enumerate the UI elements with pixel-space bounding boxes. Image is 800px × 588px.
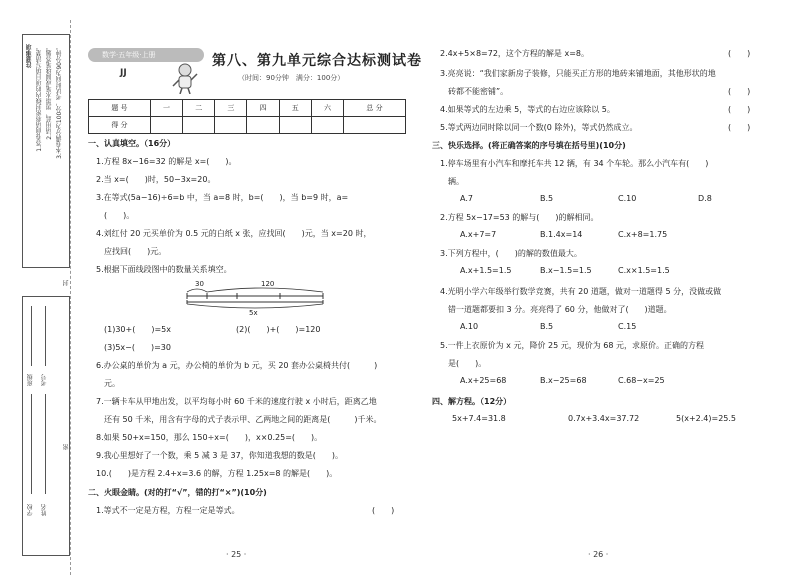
equation-3: 5(x+2.4)=25.5	[676, 414, 737, 423]
segment-label-a: 30	[195, 280, 204, 288]
score-input[interactable]	[247, 117, 279, 134]
binding-strip	[22, 34, 70, 554]
field-school-line[interactable]	[31, 394, 32, 494]
note-3: 3.本卷满分为100分，考试时间为90分钟。	[56, 44, 63, 159]
fill-q10: 10.( )是方程 2.4+x=3.6 的解，方程 1.25x=8 的解是( )。	[96, 469, 338, 478]
judge-q1: 1.等式不一定是方程，方程一定是等式。	[96, 506, 240, 515]
notes-title: 注意事项	[26, 44, 33, 68]
fill-q5-2: (2)( )+( )=120	[236, 325, 321, 334]
choice-q1-option[interactable]: A.7	[460, 194, 473, 203]
fill-q4: 4.刘红付 20 元买单价为 0.5 元的白纸 x 张，应找回( )元，当 x=20 时，	[96, 229, 372, 238]
fill-q9: 9.我心里想好了一个数，乘 5 减 3 是 37，你知道我想的数是( )。	[96, 451, 343, 460]
score-cell: 得 分	[89, 117, 151, 134]
page-number-right: · 26 ·	[588, 550, 609, 559]
choice-q5-cont: 是( )。	[448, 359, 487, 368]
score-input[interactable]	[150, 117, 182, 134]
page-number-left: · 25 ·	[226, 550, 247, 559]
score-header-row	[89, 100, 406, 117]
judge-q2: 2.4x+5×8=72，这个方程的解是 x=8。	[440, 49, 589, 58]
score-input[interactable]	[215, 117, 247, 134]
score-cell: 一	[150, 100, 182, 117]
score-cell: 三	[215, 100, 247, 117]
equation-1: 5x+7.4=31.8	[452, 414, 506, 423]
score-cell: 四	[247, 100, 279, 117]
choice-q3-option[interactable]: A.x+1.5=1.5	[460, 266, 512, 275]
field-name-line[interactable]	[45, 394, 46, 494]
choice-q1: 1.停车场里有小汽车和摩托车共 12 辆，有 34 个车轮。那么小汽车有( )	[440, 159, 709, 168]
student-info-box	[22, 296, 70, 556]
choice-q4-option[interactable]: A.10	[460, 322, 479, 331]
score-input[interactable]	[311, 117, 343, 134]
judge-q3: 3.亮亮说：“我们家新房子装修，只能买正方形的地砖来铺地面，其他形状的地	[440, 69, 716, 78]
field-id-label: 考号	[41, 374, 48, 386]
choice-q1-option[interactable]: B.5	[540, 194, 554, 203]
choice-q1-cont: 辆。	[448, 177, 464, 186]
choice-q5-option[interactable]: C.68−x=25	[618, 376, 665, 385]
mascot-icon	[170, 62, 200, 94]
choice-q1-option[interactable]: C.10	[618, 194, 637, 203]
fill-q3: 3.在等式(5a−16)÷6=b 中，当 a=8 时，b=( )，当 b=9 时，a=	[96, 193, 349, 202]
field-class-label: 班级	[27, 374, 34, 386]
choice-q3-option[interactable]: B.x−1.5=1.5	[540, 266, 592, 275]
segment-label-b: 120	[261, 280, 275, 288]
fill-q6: 6.办公桌的单价为 a 元，办公椅的单价为 b 元，买 20 套办公桌椅共付( )	[96, 361, 378, 370]
segment-lines	[185, 286, 325, 310]
judge-q2-answer[interactable]: ( )	[728, 49, 751, 58]
judge-q3-cont: 砖都不能密铺”。	[448, 87, 509, 96]
score-table	[88, 99, 406, 134]
score-cell: 二	[183, 100, 215, 117]
segment-label-c: 5x	[249, 309, 258, 317]
judge-q3-answer[interactable]: ( )	[728, 87, 751, 96]
score-cell: 总 分	[344, 100, 406, 117]
choice-q2-option[interactable]: C.x+8=1.75	[618, 230, 668, 239]
fill-q8: 8.如果 50+x=150，那么 150÷x=( )，x×0.25=( )。	[96, 433, 323, 442]
brand-pill: 数学·五年级·上册	[88, 48, 204, 62]
score-value-row	[89, 117, 406, 134]
seal-mark: 封	[63, 280, 70, 286]
choice-q4-option[interactable]: C.15	[618, 322, 637, 331]
segment-diagram	[185, 280, 325, 320]
score-cell: 题 号	[89, 100, 151, 117]
section-4-title: 四、解方程。（12分）	[432, 397, 512, 406]
seal-dashed-line	[70, 20, 71, 575]
choice-q2-option[interactable]: A.x+7=7	[460, 230, 497, 239]
fill-q7: 7.一辆卡车从甲地出发，以平均每小时 60 千米的速度行驶 x 小时后，距离乙地	[96, 397, 377, 406]
seal-mark-2: 密	[63, 444, 70, 450]
fill-q2: 2.当 x=( )时，50−3x=20。	[96, 175, 216, 184]
brand-code: JJ	[120, 68, 127, 78]
score-input[interactable]	[279, 117, 311, 134]
score-cell: 五	[279, 100, 311, 117]
section-2-title: 二、火眼金睛。(对的打“√”，错的打“×”)(10分)	[88, 488, 267, 497]
section-1-title: 一、认真填空。（16分）	[88, 139, 176, 148]
score-cell: 六	[311, 100, 343, 117]
equation-2: 0.7x+3.4x=37.72	[568, 414, 640, 423]
choice-q4: 4.光明小学六年级举行数学竞赛，共有 20 道题，做对一道题得 5 分，没做或做	[440, 287, 722, 296]
judge-q4-answer[interactable]: ( )	[728, 105, 751, 114]
note-2: 2.请用蓝、黑墨水笔或圆珠笔答题。	[46, 44, 53, 140]
field-name-label: 姓名	[41, 504, 48, 516]
score-input[interactable]	[344, 117, 406, 134]
choice-q3: 3.下列方程中，( )的解的数值最大。	[440, 249, 582, 258]
fill-q5-1: (1)30+( )=5x	[104, 325, 171, 334]
fill-q4-cont: 应找回( )元。	[104, 247, 167, 256]
fill-q6-cont: 元。	[104, 379, 120, 388]
choice-q4-cont: 错一道题都要扣 3 分。亮亮得了 60 分，他做对了( )道题。	[448, 305, 672, 314]
judge-q4: 4.如果等式的左边乘 5，等式的右边应该除以 5。	[440, 105, 615, 114]
field-school-label: 学校	[27, 504, 34, 516]
field-id-line[interactable]	[45, 306, 46, 366]
choice-q4-option[interactable]: B.5	[540, 322, 554, 331]
choice-q5-option[interactable]: A.x+25=68	[460, 376, 507, 385]
fill-q3-cont: ( )。	[104, 211, 135, 220]
judge-q1-answer[interactable]: ( )	[372, 506, 395, 515]
brand-badge	[88, 48, 206, 94]
fill-q5: 5.根据下面线段图中的数量关系填空。	[96, 265, 232, 274]
choice-q5-option[interactable]: B.x−25=68	[540, 376, 587, 385]
fill-q7-cont: 还有 50 千米，用含有字母的式子表示甲、乙两地之间的距离是( )千米。	[104, 415, 382, 424]
choice-q3-option[interactable]: C.x×1.5=1.5	[618, 266, 670, 275]
judge-q5: 5.等式两边同时除以同一个数(0 除外)，等式仍然成立。	[440, 123, 638, 132]
choice-q2-option[interactable]: B.1.4x=14	[540, 230, 583, 239]
judge-q5-answer[interactable]: ( )	[728, 123, 751, 132]
field-class-line[interactable]	[31, 306, 32, 366]
note-1: 1.答卷前请将密封线内的项目填写清楚。	[36, 44, 43, 152]
page-title: 第八、第九单元综合达标测试卷	[212, 53, 422, 69]
choice-q5: 5.一件上衣原价为 x 元，降价 25 元，现价为 68 元，求原价。正确的方程	[440, 341, 704, 350]
fill-q5-3: (3)5x−( )=30	[104, 343, 171, 352]
choice-q2: 2.方程 5x−17=53 的解与( )的解相同。	[440, 213, 599, 222]
section-3-title: 三、快乐选择。(将正确答案的序号填在括号里)(10分)	[432, 141, 626, 150]
choice-q1-option[interactable]: D.8	[698, 194, 712, 203]
page-subtitle: （时间：90分钟 满分：100分）	[238, 74, 345, 82]
fill-q1: 1.方程 8x−16=32 的解是 x=( )。	[96, 157, 237, 166]
score-input[interactable]	[183, 117, 215, 134]
